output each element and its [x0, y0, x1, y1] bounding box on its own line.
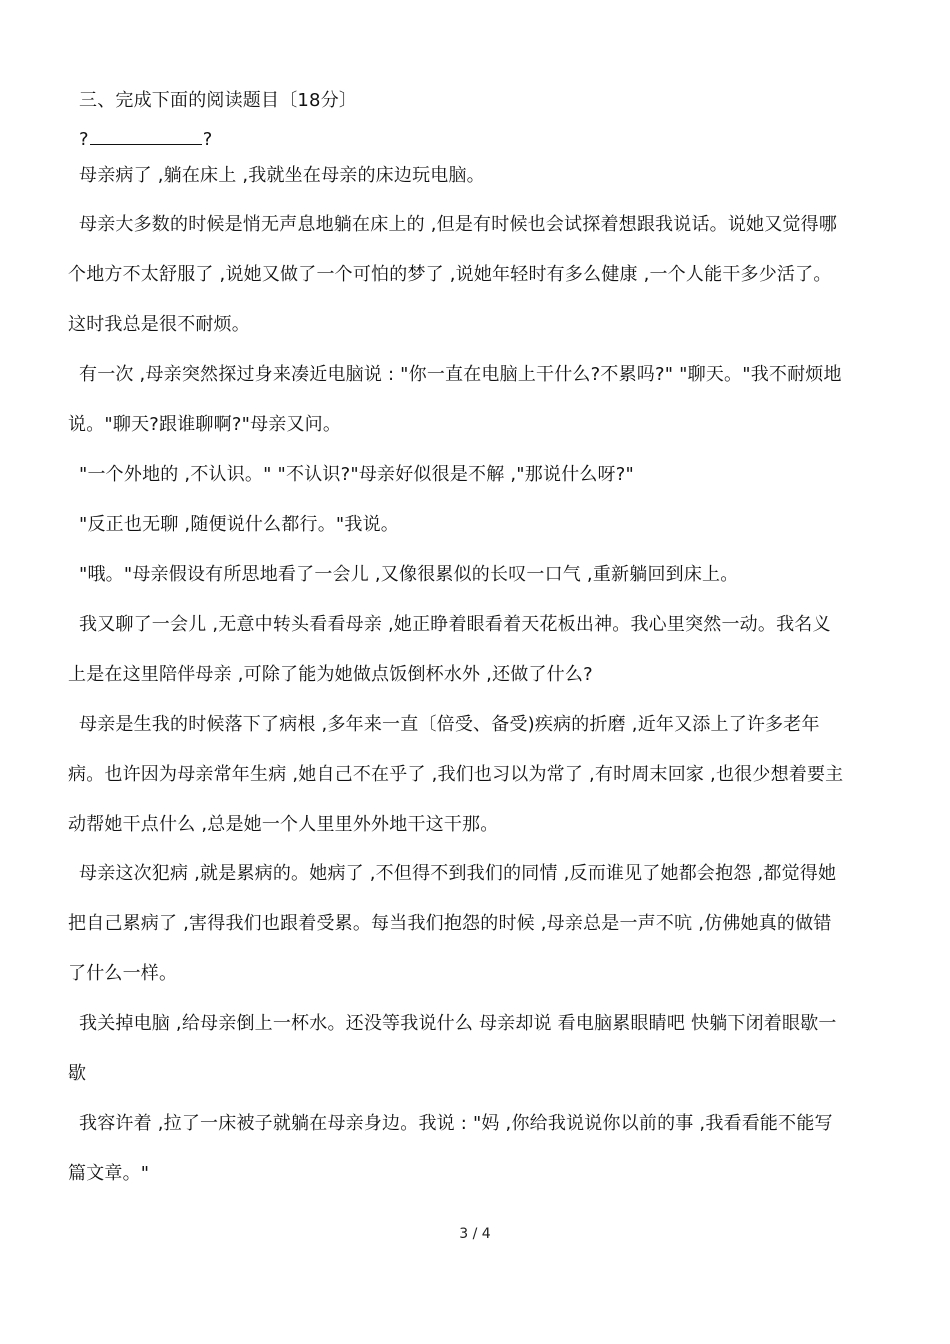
paragraph-line: 动帮她干点什么 ,总是她一个人里里外外地干这干那。 [68, 814, 499, 835]
title-prefix: ? [79, 129, 89, 150]
paragraph-line: 篇文章。" [68, 1163, 150, 1184]
paragraph-line: 了什么一样。 [68, 963, 178, 984]
section-heading: 三、完成下面的阅读题目〔18分〕 [79, 90, 358, 111]
paragraph-line: 我容许着 ,拉了一床被子就躺在母亲身边。我说 : "妈 ,你给我说说你以前的事 ,我看看能不能写 [79, 1113, 833, 1134]
paragraph-line: 我关掉电脑 ,给母亲倒上一杯水。还没等我说什么 母亲却说 看电脑累眼睛吧 快躺下闭着眼歇一 [79, 1013, 837, 1034]
paragraph-line: 说。"聊天?跟谁聊啊?"母亲又问。 [68, 414, 342, 435]
title-blank [90, 126, 202, 145]
paragraph-line: 把自己累病了 ,害得我们也跟着受累。每当我们抱怨的时候 ,母亲总是一声不吭 ,仿佛她真的做错 [68, 913, 832, 934]
paragraph-line: 我又聊了一会儿 ,无意中转头看看母亲 ,她正睁着眼看着天花板出神。我心里突然一动。我名义 [79, 614, 831, 635]
paragraph-line: "哦。"母亲假设有所思地看了一会儿 ,又像很累似的长叹一口气 ,重新躺回到床上。 [79, 564, 739, 585]
paragraph-line: 有一次 ,母亲突然探过身来凑近电脑说 : "你一直在电脑上干什么?不累吗?" "聊天。"我不耐烦地 [79, 364, 842, 385]
paragraph-line: 病。也许因为母亲常年生病 ,她自己不在乎了 ,我们也习以为常了 ,有时周末回家 ,也很少想着要主 [68, 764, 844, 785]
paragraph-line: 歇 [68, 1063, 87, 1084]
paragraph-line: 母亲病了 ,躺在床上 ,我就坐在母亲的床边玩电脑。 [79, 165, 485, 186]
paragraph-line: "反正也无聊 ,随便说什么都行。"我说。 [79, 514, 400, 535]
paragraph-line: 这时我总是很不耐烦。 [68, 314, 250, 335]
title-suffix: ? [202, 129, 213, 150]
paragraph-line: 母亲是生我的时候落下了病根 ,多年来一直〔倍受、备受)疾病的折磨 ,近年又添上了许多老年 [79, 714, 820, 735]
paragraph-line: "一个外地的 ,不认识。" "不认识?"母亲好似很是不解 ,"那说什么呀?" [79, 464, 634, 485]
paragraph-line: 个地方不太舒服了 ,说她又做了一个可怕的梦了 ,说她年轻时有多么健康 ,一个人能干多少活了。 [68, 264, 832, 285]
page-number: 3 / 4 [459, 1226, 491, 1242]
paragraph-line: 上是在这里陪伴母亲 ,可除了能为她做点饭倒杯水外 ,还做了什么? [68, 664, 593, 685]
paragraph-line: 母亲大多数的时候是悄无声息地躺在床上的 ,但是有时候也会试探着想跟我说话。说她又觉得哪 [79, 214, 838, 235]
paragraph-line: 母亲这次犯病 ,就是累病的。她病了 ,不但得不到我们的同情 ,反而谁见了她都会抱怨 ,都觉得她 [79, 863, 837, 884]
title-blank-line [79, 126, 899, 153]
